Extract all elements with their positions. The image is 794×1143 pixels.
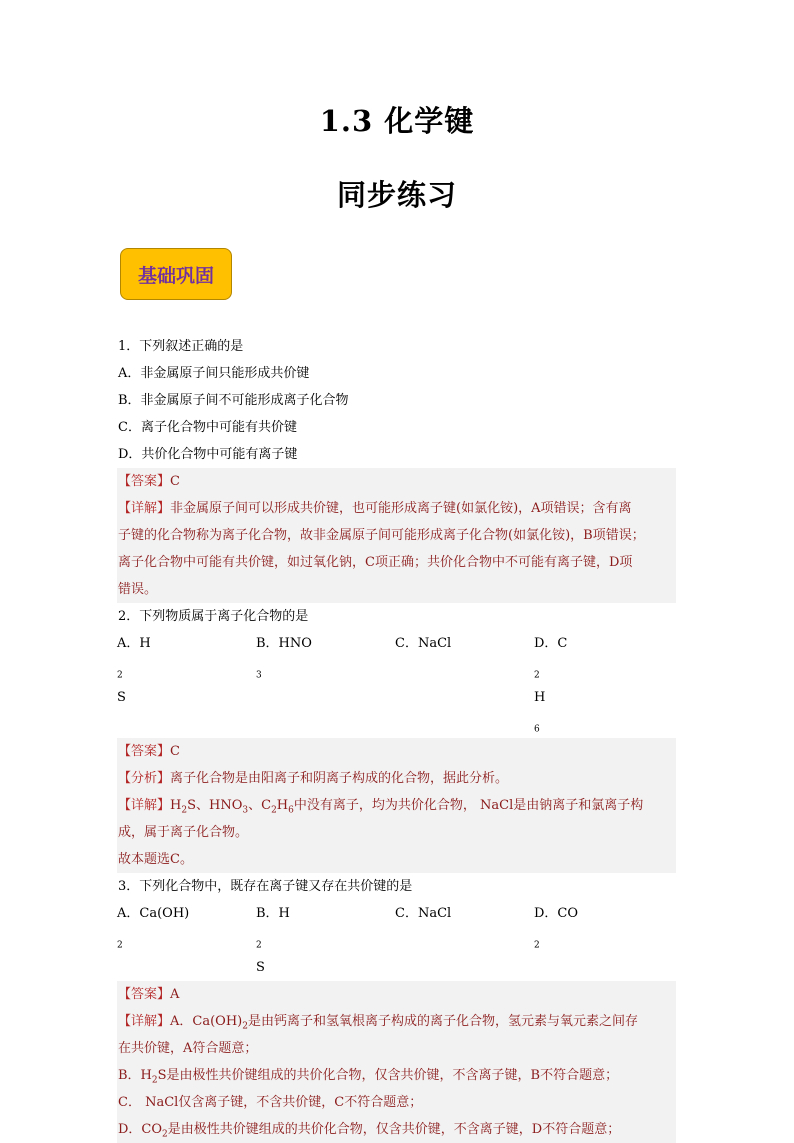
question-3-options [117,900,676,981]
detail-tag: 【详解】 [118,501,171,516]
question-1-option-c: C．离子化合物中可能有共价键 [118,420,297,435]
question-3-detail-a-line-2: 在共价键，A符合题意； [117,1035,676,1062]
question-1-option-a: A．非金属原子间只能形成共价键 [118,366,310,381]
question-1-detail-line-4: 错误。 [117,576,676,603]
question-1-option-d: D．共价化合物中可能有离子键 [118,447,298,462]
question-3-option-b: B．$H_2S$ [256,906,290,975]
question-3-detail-d: D．$CO_2$是由极性共价键组成的共价化合物，仅含共价键，不含离子键，D不符合题意； [117,1116,676,1143]
analysis-text: 离子化合物是由阳离子和阴离子构成的化合物，据此分析。 [170,771,509,786]
question-list [117,333,676,1143]
question-3-detail-a-line-1: 【详解】A．$Ca(OH)_2$是由钙离子和氢氧根离子构成的离子化合物，氢元素与氧元素之间存 [117,1008,676,1035]
question-1-stem: 1．下列叙述正确的是 [118,339,244,354]
question-1-detail-line-3: 离子化合物中可能有共价键，如过氧化钠，C项正确；共价化合物中不可能有离子键，D项 [117,549,676,576]
detail-tag: 【详解】 [118,1014,171,1029]
answer-value: C [170,744,180,759]
question-1-answer [117,468,676,495]
question-2-stem: 2．下列物质属于离子化合物的是 [118,609,309,624]
question-2-options [117,630,676,738]
question-1-solution [117,468,676,603]
answer-tag: 【答案】 [118,987,171,1002]
question-3-detail-b: B．$H_2S$是由极性共价键组成的共价化合物，仅含共价键，不含离子键，B不符合题意； [117,1062,676,1089]
question-1-detail-line-2: 子键的化合物称为离子化合物，故非金属原子间可能形成离子化合物(如氯化铵)，B项错误； [117,522,676,549]
answer-tag: 【答案】 [118,744,171,759]
question-2-analysis [117,765,676,792]
question-2-answer [117,738,676,765]
question-1-detail-line-1 [117,495,676,522]
question-2-option-d: D．$C_2H_6$ [534,636,568,735]
detail-tag: 【详解】 [118,798,171,813]
question-2-detail-line-2: 成，属于离子化合物。 [117,819,676,846]
page-subtitle: 同步练习 [336,178,457,212]
question-2-solution [117,738,676,873]
question-3-option-a: A．$Ca(OH)_2$ [117,906,190,951]
question-2-detail-line-1: 【详解】$H_2S$、$HNO_3$、$C_2H_6$中没有离子，均为共价化合物， NaCl是由钠离子和氯离子构 [117,792,676,819]
question-3-solution [117,981,676,1143]
page-title: 1.3 化学键 [319,104,475,138]
detail-text: 非金属原子间可以形成共价键，也可能形成离子键(如氯化铵)，A项错误；含有离 [170,501,632,516]
section-badge: 基础巩固 [120,248,232,300]
question-3-answer [117,981,676,1008]
question-2-conclusion: 故本题选C。 [117,846,676,873]
question-3-option-c: C．NaCl [395,906,452,921]
question-2-option-a: A．$H_2S$ [117,636,151,705]
question-2-option-b: B．$HNO_3$ [256,636,312,681]
answer-value: C [170,474,180,489]
question-2-option-c: C．NaCl [395,636,452,651]
answer-value: A [170,987,180,1002]
question-1-option-b: B．非金属原子间不可能形成离子化合物 [118,393,349,408]
analysis-tag: 【分析】 [118,771,171,786]
answer-tag: 【答案】 [118,474,171,489]
question-3-stem: 3．下列化合物中，既存在离子键又存在共价键的是 [118,879,413,894]
question-3-detail-c: C． NaCl仅含离子键，不含共价键，C不符合题意； [117,1089,676,1116]
question-3-option-d: D．$CO_2$ [534,906,579,951]
